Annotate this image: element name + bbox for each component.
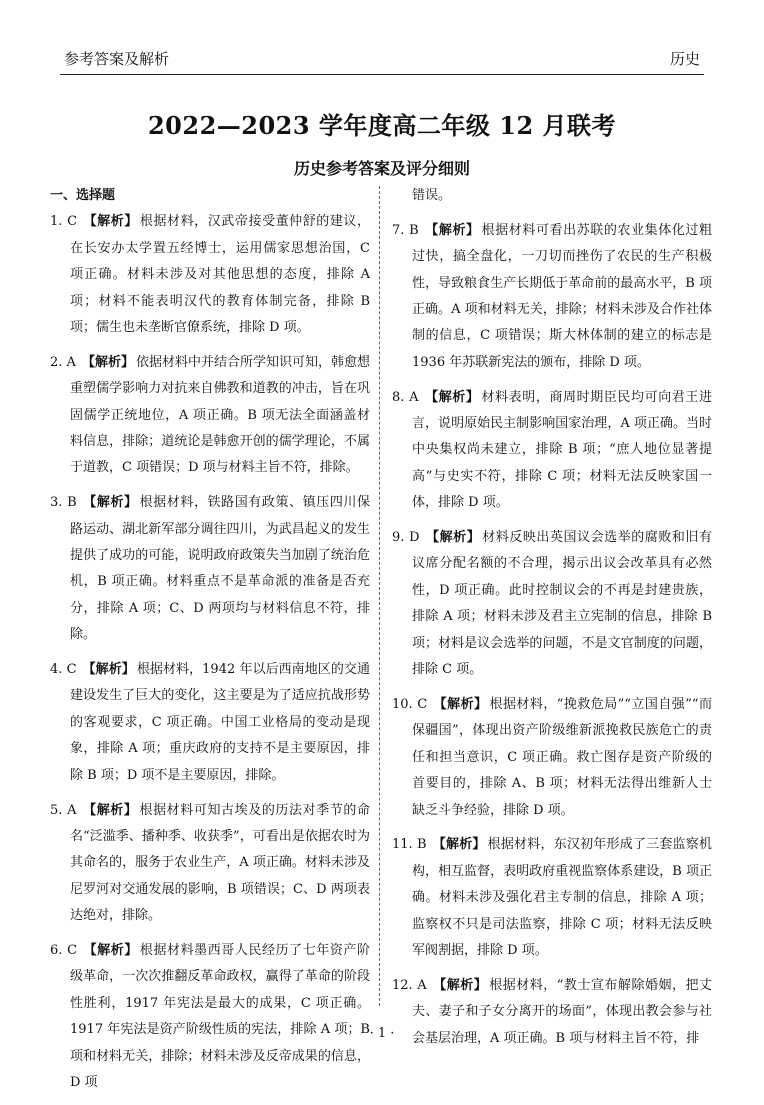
left-column — [50, 183, 370, 1105]
question-answer: 8. A — [392, 389, 419, 405]
page-title: 2022—2023 学年度高二年级 12 月联考 — [147, 111, 617, 140]
question-item — [50, 209, 370, 341]
question-item — [392, 692, 712, 824]
question-explanation: 材料表明，商周时期臣民均可向君王进言，说明原始民主制影响国家治理，A 项正确。当时中央集权尚未建立，排除 B 项；“庶人地位显著提高”与史实不符，排除 C 项；材料无法反映家国一体，排除 D 项。 — [412, 389, 712, 511]
section-heading: 一、选择题 — [50, 188, 116, 203]
header-rule — [60, 74, 704, 75]
header-doc-type: 参考答案及解析 — [64, 50, 170, 68]
question-item — [392, 525, 712, 683]
question-answer: 5. A — [50, 802, 77, 818]
question-item — [50, 798, 370, 930]
question-item — [392, 385, 712, 517]
question-answer: 4. C — [50, 662, 77, 678]
question-explanation: 根据材料墨西哥人民经历了七年资产阶级革命，一次次推翻反革命政权，赢得了革命的阶段性胜利，1917 年宪法是最大的成果，C 项正确。1917 年宪法是资产阶级性质的宪法，排除 A 项；B 项和材料无关，排除；材料未涉及反帝成果的信息，D 项 — [70, 942, 370, 1090]
analysis-tag: 【解析】 — [82, 802, 138, 818]
page-number: · 1 · — [369, 1026, 395, 1041]
analysis-tag: 【解析】 — [83, 214, 138, 230]
question-explanation: 根据材料可看出苏联的农业集体化过粗过快，搞全盘化，一刀切而挫伤了农民的生产积极性，导致粮食生产长期低于革命前的最高水平，B 项正确。A 项和材料无关，排除；材料未涉及合作社体制的信息，C 项错误；斯大林体制的建立的标志是 1936 年苏联新宪法的颁布，排除 D 项。 — [412, 222, 712, 370]
question-explanation: 根据材料，“挽救危局”“立国自强”“而保疆国”，体现出资产阶级维新派挽救民族危亡的责任和担当意识，C 项正确。救亡图存是资产阶级的首要目的，排除 A、B 项；材料无法得出维新人士缺乏斗争经验，排除 D 项。 — [412, 696, 712, 818]
question-answer: 2. A — [50, 354, 76, 370]
question-item — [50, 938, 370, 1096]
left-question-list — [50, 209, 370, 1096]
analysis-tag: 【解析】 — [433, 696, 488, 712]
question-item — [50, 350, 370, 482]
page-subtitle: 历史参考答案及评分细则 — [293, 159, 470, 178]
question-explanation: 根据材料，“教士宣布解除婚姻，把丈夫、妻子和子女分离开的场面”，体现出教会参与社会基层治理，A 项正确。B 项与材料主旨不符，排 — [412, 977, 712, 1046]
column-divider — [379, 186, 380, 1006]
analysis-tag: 【解析】 — [81, 354, 134, 370]
analysis-tag: 【解析】 — [82, 662, 135, 678]
question-answer: 9. D — [392, 530, 420, 546]
question-explanation: 根据材料，汉武帝接受董仲舒的建议，在长安办太学置五经博士，运用儒家思想治国，C 项正确。材料未涉及对其他思想的态度，排除 A 项；材料不能表明汉代的教育体制完备，排除 B 项；儒生也未垄断官僚系统，排除 D 项。 — [70, 214, 370, 336]
question-explanation: 材料反映出英国议会选举的腐败和旧有议席分配名额的不合理，揭示出议会改革具有必然性，D 项正确。此时控制议会的不再是封建贵族，排除 A 项；材料未涉及君主立宪制的信息，排除 B 项；材料是议会选举的问题，不是文官制度的问题，排除 C 项。 — [412, 530, 712, 678]
question-answer: 3. B — [50, 495, 77, 511]
question-answer: 1. C — [50, 214, 78, 230]
analysis-tag: 【解析】 — [82, 495, 138, 511]
question-explanation: 根据材料，东汉初年形成了三套监察机构，相互监督，表明政府重视监察体系建设，B 项正确。材料未涉及强化君主专制的信息，排除 A 项；监察权不只是司法监察，排除 C 项；材料无法反映军阀割据，排除 D 项。 — [412, 837, 712, 958]
page-header — [64, 48, 700, 70]
analysis-tag: 【解析】 — [424, 389, 480, 405]
question-explanation: 根据材料可知古埃及的历法对季节的命名“泛滥季、播种季、收获季”，可看出是依据农时为其命名的，服务于农业生产，A 项正确。材料未涉及尼罗河对交通发展的影响，B 项错误；C、D 两项表达绝对，排除。 — [70, 802, 370, 924]
question-answer: 7. B — [392, 222, 419, 238]
question-item — [50, 657, 370, 789]
analysis-tag: 【解析】 — [425, 530, 481, 546]
question-explanation: 根据材料，铁路国有政策、镇压四川保路运动、湖北新军部分调往四川，为武昌起义的发生提供了成功的可能，说明政府政策失当加剧了统治危机，B 项正确。材料重点不是革命派的准备是否充分，排除 A 项；C、D 两项均与材料信息不符，排除。 — [70, 495, 370, 643]
right-question-list — [392, 218, 712, 1052]
question-answer: 6. C — [50, 942, 78, 958]
question-answer: 10. C — [392, 696, 428, 712]
analysis-tag: 【解析】 — [432, 837, 486, 853]
question-explanation: 根据材料，1942 年以后西南地区的交通建设发生了巨大的变化，这主要是为了适应抗战形势的客观要求，C 项正确。中国工业格局的变动是现象，排除 A 项；重庆政府的支持不是主要原因，排除 B 项；D 项不是主要原因，排除。 — [70, 662, 370, 783]
question-explanation: 依据材料中并结合所学知识可知，韩愈想重塑儒学影响力对抗来自佛教和道教的冲击，旨在巩固儒学正统地位，A 项正确。B 项无法全面涵盖材料信息，排除；道统论是韩愈开创的儒学理论，不属于道教，C 项错误；D 项与材料主旨不符，排除。 — [70, 354, 370, 476]
question-item — [392, 832, 712, 964]
continuation-text: 错误。 — [412, 188, 452, 203]
question-answer: 11. B — [392, 837, 427, 853]
question-answer: 12. A — [392, 977, 427, 993]
question-item — [392, 218, 712, 376]
question-item — [50, 490, 370, 648]
analysis-tag: 【解析】 — [432, 977, 488, 993]
analysis-tag: 【解析】 — [424, 222, 480, 238]
right-column — [392, 183, 712, 1060]
header-subject: 历史 — [669, 50, 700, 68]
analysis-tag: 【解析】 — [83, 942, 138, 958]
